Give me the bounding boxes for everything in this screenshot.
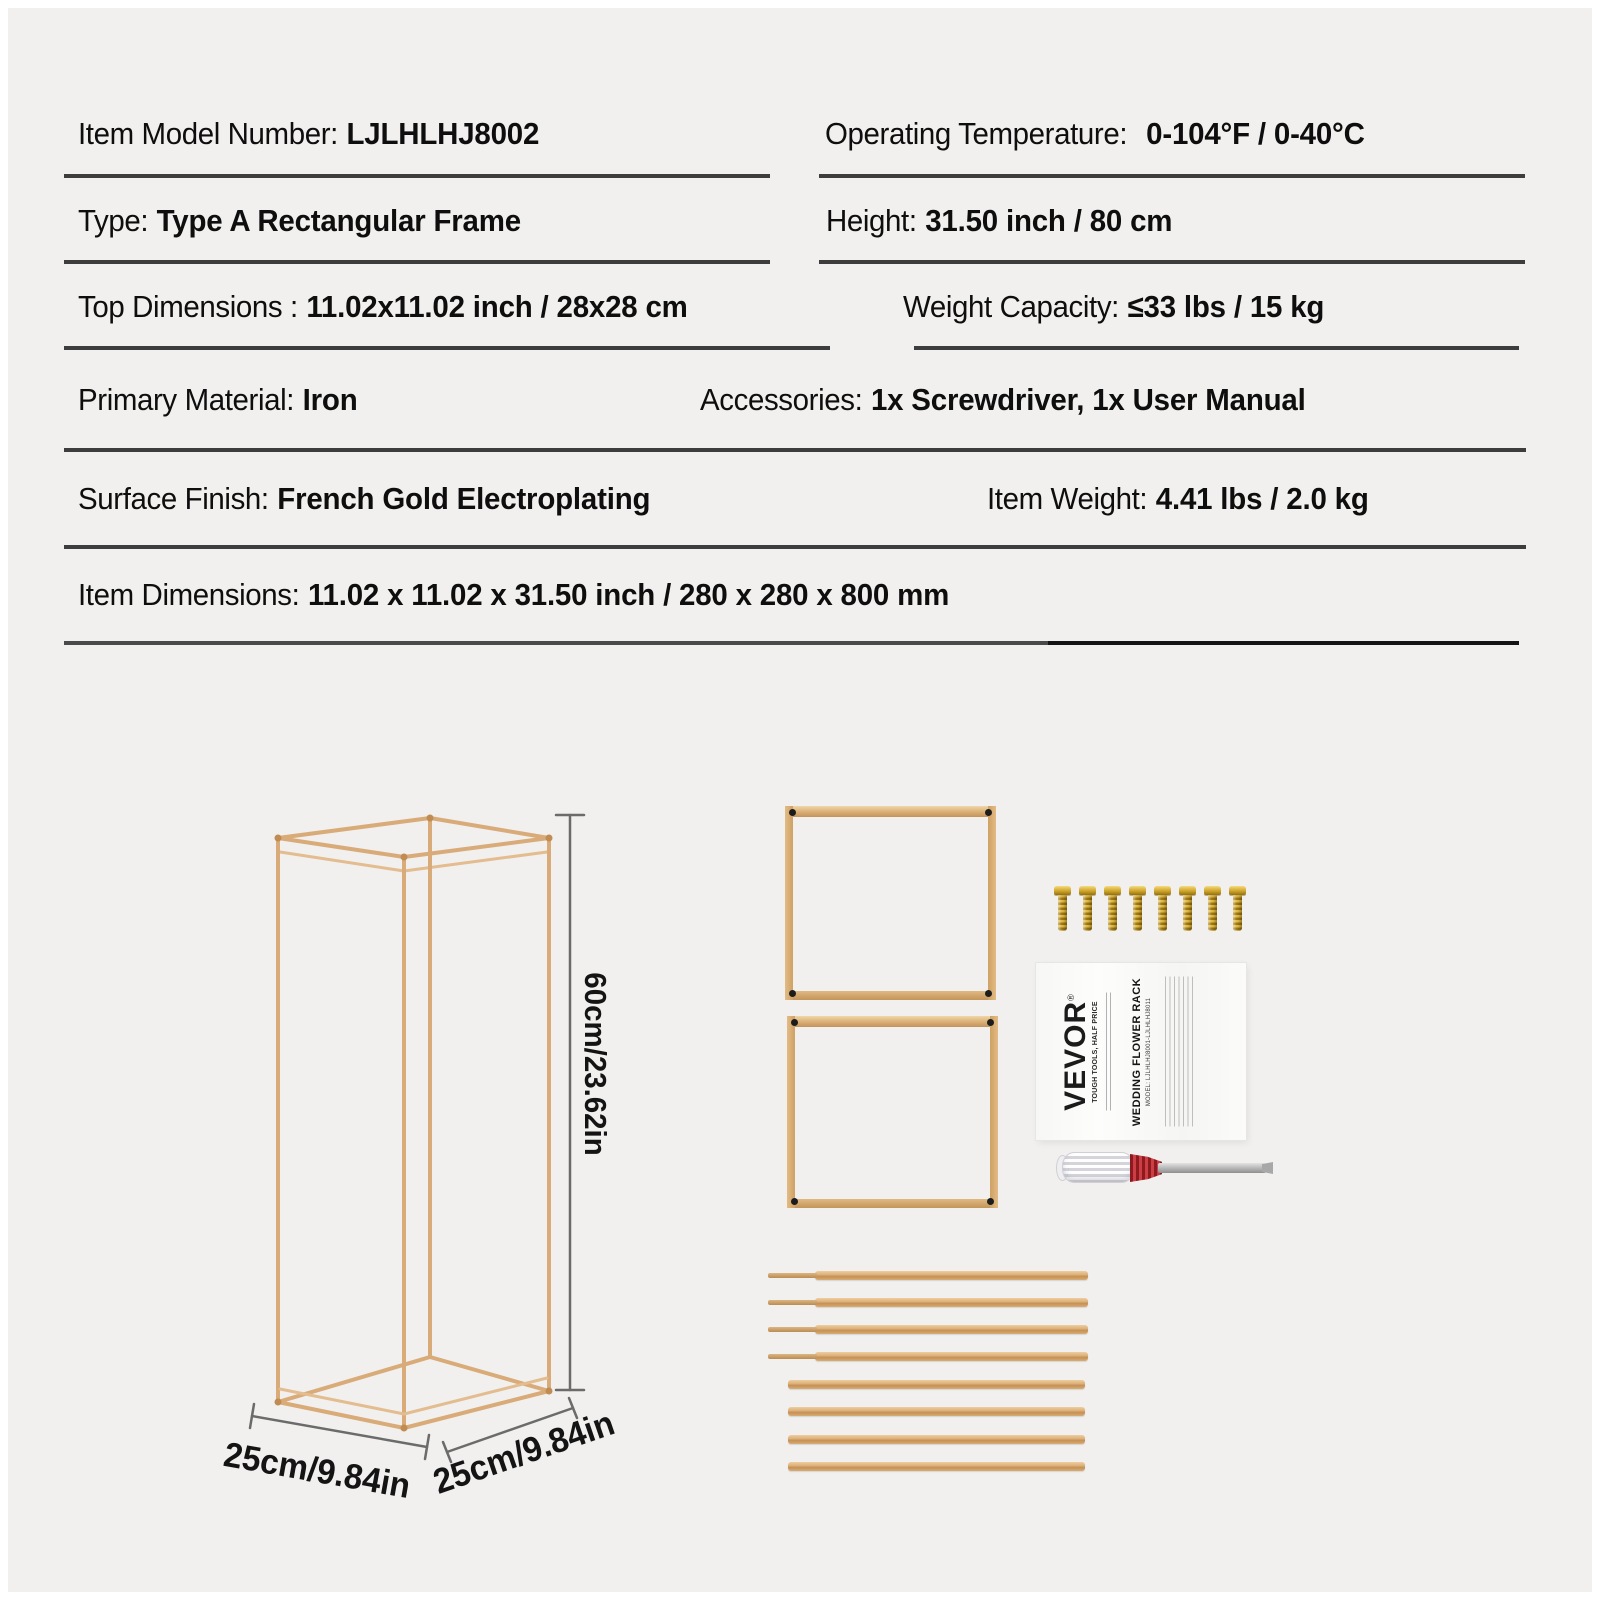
connector-rod — [815, 1298, 1088, 1307]
frame-bar — [990, 1016, 998, 1208]
screw-head — [1229, 886, 1246, 895]
gold-frame-lines — [278, 818, 549, 1428]
screw-head — [1129, 886, 1146, 895]
frame-rod — [788, 1380, 1085, 1389]
frame-rod — [788, 1462, 1085, 1471]
spec-label: Height: — [826, 203, 917, 238]
screw-thread — [1083, 895, 1092, 931]
square-frame-part-bottom — [787, 1016, 998, 1208]
manual-rotated-content — [1036, 963, 1246, 1140]
screw — [1154, 886, 1171, 931]
frame-corner-joints — [275, 815, 553, 1432]
spec-value: 11.02 x 11.02 x 31.50 inch / 280 x 280 x 800 mm — [307, 577, 950, 612]
screw — [1054, 886, 1071, 931]
screw-hole — [987, 1019, 994, 1026]
spec-value: 31.50 inch / 80 cm — [925, 203, 1173, 238]
screw-hole — [987, 1198, 994, 1205]
connector-rod — [815, 1271, 1088, 1280]
screwdriver-handle — [1062, 1152, 1134, 1183]
screw — [1104, 886, 1121, 931]
height-dimension-label: 60cm/23.62in — [578, 972, 613, 1156]
screw-head — [1054, 886, 1071, 895]
screwdriver — [1056, 1148, 1272, 1188]
screw-thread — [1133, 895, 1142, 931]
base-depth-dimension-label: 25cm/9.84in — [220, 1434, 414, 1507]
screw-thread — [1183, 895, 1192, 931]
frame-bar — [785, 991, 996, 1000]
frame-bar — [787, 1016, 795, 1208]
spec-label: Item Dimensions: — [78, 577, 300, 612]
spec-value: 0-104°F / 0-40°C — [1146, 116, 1365, 151]
user-manual — [1036, 963, 1246, 1140]
spec-value: Iron — [302, 382, 358, 417]
screw-head — [1179, 886, 1196, 895]
screw-thread — [1108, 895, 1117, 931]
screw-head — [1204, 886, 1221, 895]
spec-label: Type: — [78, 203, 149, 238]
screw — [1079, 886, 1096, 931]
square-frame-part-top — [785, 806, 996, 1000]
screw-hole — [789, 809, 796, 816]
frame-bar — [787, 1199, 998, 1208]
registered-mark: ® — [1066, 992, 1076, 1001]
screw-thread — [1058, 895, 1067, 931]
spec-label: Operating Temperature: — [825, 116, 1128, 151]
screw-set — [1054, 886, 1246, 931]
manual-tagline: TOUGH TOOLS, HALF PRICE — [1092, 1000, 1099, 1103]
spec-value: 1x Screwdriver, 1x User Manual — [870, 382, 1306, 417]
frame-bar — [785, 806, 996, 817]
spec-label: Accessories: — [700, 382, 863, 417]
spec-value: 4.41 lbs / 2.0 kg — [1155, 481, 1369, 516]
screw-head — [1079, 886, 1096, 895]
spec-value: LJLHLHJ8002 — [346, 116, 540, 151]
frame-bar — [785, 806, 793, 1000]
frame-bar — [787, 1016, 998, 1027]
screw — [1204, 886, 1221, 931]
screw-hole — [791, 1019, 798, 1026]
spec-label: Primary Material: — [78, 382, 295, 417]
screw-hole — [985, 809, 992, 816]
spec-value: French Gold Electroplating — [277, 481, 651, 516]
screw — [1179, 886, 1196, 931]
screw — [1229, 886, 1246, 931]
screw-head — [1154, 886, 1171, 895]
spec-label: Top Dimensions : — [78, 289, 298, 324]
manual-model-line: MODEL: LJLHLHJ8001-LJLHLHJ8011 — [1146, 997, 1152, 1106]
screw-thread — [1208, 895, 1217, 931]
base-width-dimension-label: 25cm/9.84in — [428, 1403, 620, 1502]
connector-rod — [815, 1352, 1088, 1361]
frame-rod — [788, 1407, 1085, 1416]
spec-label: Item Weight: — [987, 481, 1148, 516]
manual-fine-print — [1106, 993, 1114, 1111]
screw-thread — [1158, 895, 1167, 931]
spec-label: Item Model Number: — [78, 116, 338, 151]
frame-rod — [788, 1435, 1085, 1444]
manual-paragraph-text — [1165, 977, 1195, 1127]
screw-hole — [985, 990, 992, 997]
frame-bar — [988, 806, 996, 1000]
screw-hole — [789, 990, 796, 997]
screw — [1129, 886, 1146, 931]
spec-value: 11.02x11.02 inch / 28x28 cm — [306, 289, 688, 324]
vevor-logo: VEVOR® — [1059, 992, 1092, 1111]
dimension-lines — [250, 815, 584, 1462]
screw-head — [1104, 886, 1121, 895]
spec-label: Surface Finish: — [78, 481, 269, 516]
screw-hole — [791, 1198, 798, 1205]
screw-thread — [1233, 895, 1242, 931]
spec-value: Type A Rectangular Frame — [156, 203, 521, 238]
spec-label: Weight Capacity: — [903, 289, 1119, 324]
manual-title: WEDDING FLOWER RACK — [1131, 977, 1143, 1126]
connector-rod — [815, 1325, 1088, 1334]
screwdriver-shaft — [1158, 1163, 1266, 1173]
spec-value: ≤33 lbs / 15 kg — [1127, 289, 1325, 324]
